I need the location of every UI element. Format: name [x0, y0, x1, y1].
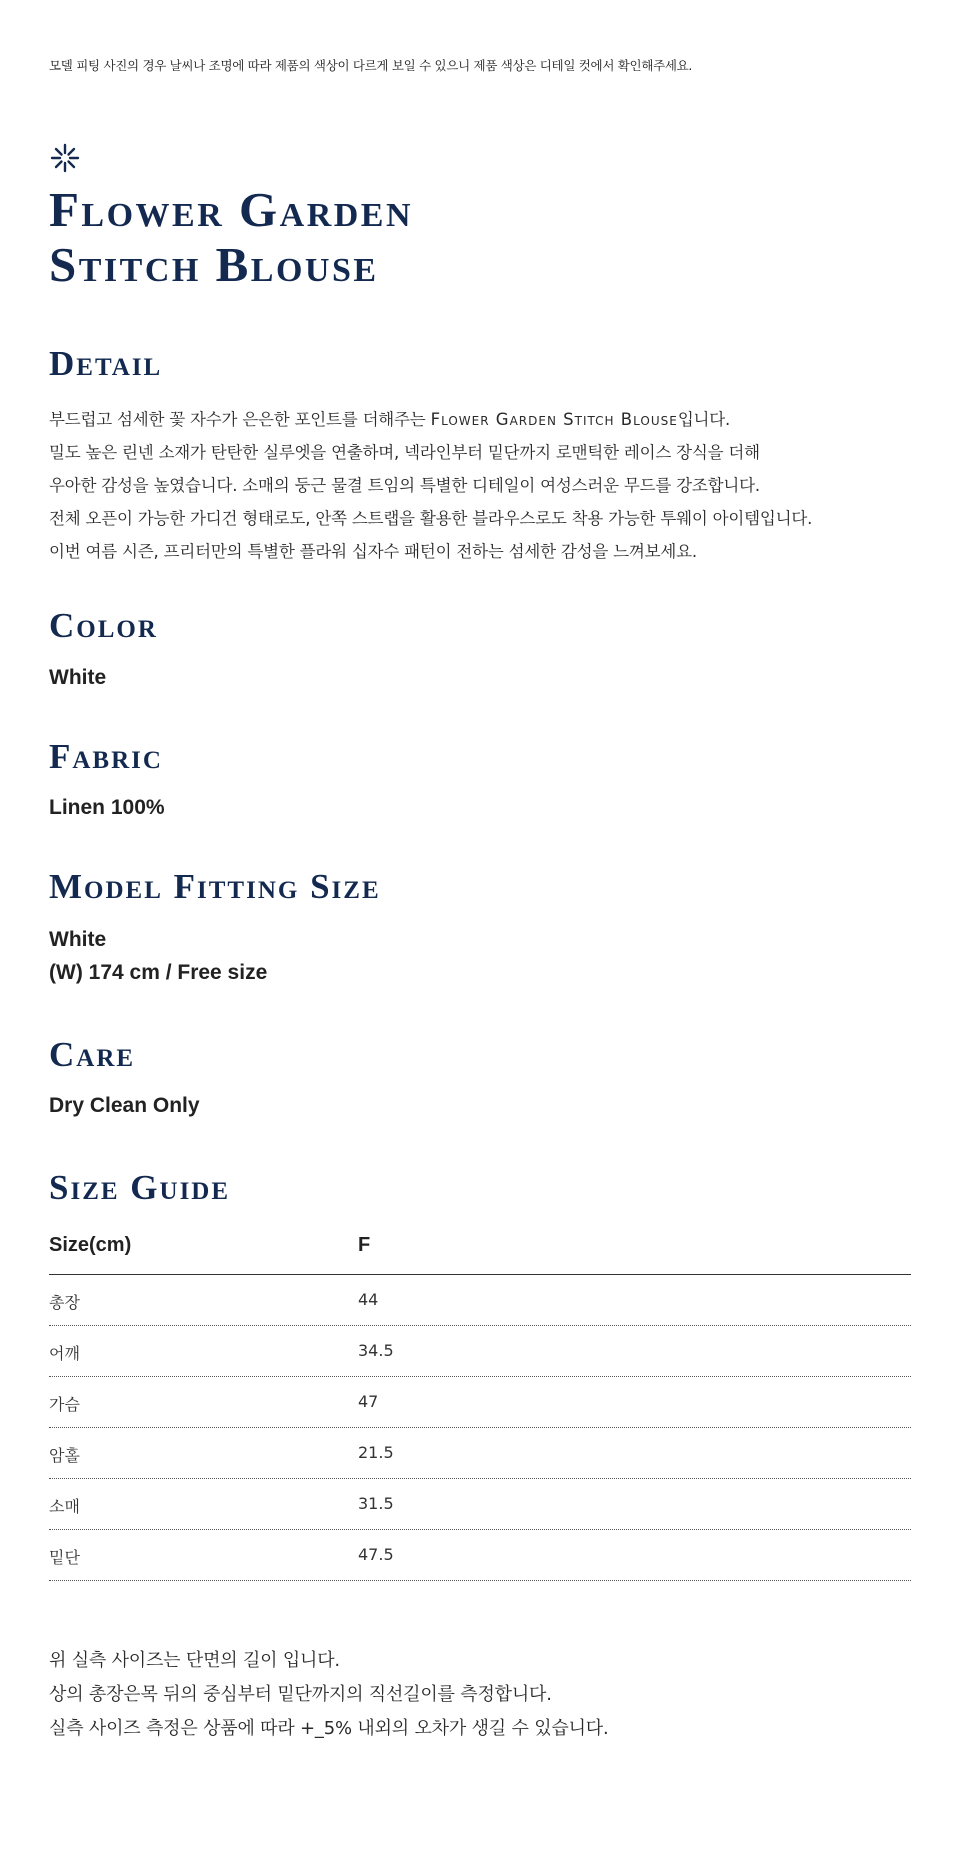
detail-line-5: 이번 여름 시즌, 프리터만의 특별한 플라워 십자수 패턴이 전하는 섬세한 감성을 느껴보세요. [49, 542, 697, 561]
fabric-heading: Fabric [49, 737, 163, 776]
measure-value: 47.5 [358, 1545, 394, 1564]
fabric-value: Linen 100% [49, 796, 165, 819]
detail-heading: Detail [49, 344, 163, 383]
size-header-f: F [358, 1234, 371, 1256]
size-note-2: 상의 총장은목 뒤의 중심부터 밑단까지의 직선길이를 측정합니다. [49, 1684, 552, 1705]
measure-label: 어깨 [49, 1344, 80, 1363]
model-color: White [49, 928, 107, 951]
table-row [49, 1428, 911, 1479]
measure-label: 암홀 [49, 1446, 80, 1465]
measure-value: 21.5 [358, 1443, 394, 1462]
size-note-1: 위 실측 사이즈는 단면의 길이 입니다. [49, 1650, 340, 1671]
detail-product-name: Flower Garden Stitch Blouse [430, 410, 678, 429]
size-table-header [49, 1220, 911, 1275]
model-fitting-heading: Model Fitting Size [49, 867, 381, 906]
detail-line-3: 우아한 감성을 높였습니다. 소매의 둥근 물결 트임의 특별한 디테일이 여성스러운 무드를 강조합니다. [49, 476, 760, 495]
measure-value: 44 [358, 1290, 379, 1309]
color-value: White [49, 666, 107, 689]
model-size: (W) 174 cm / Free size [49, 961, 268, 984]
detail-line-1 [49, 406, 730, 430]
asterisk-star-icon [49, 142, 81, 174]
care-value: Dry Clean Only [49, 1094, 200, 1117]
measure-label: 소매 [49, 1497, 80, 1516]
color-heading: Color [49, 606, 158, 645]
care-heading: Care [49, 1035, 136, 1074]
table-row [49, 1326, 911, 1377]
table-row [49, 1275, 911, 1326]
measure-label: 총장 [49, 1293, 80, 1312]
product-title-line1: Flower Garden [49, 182, 414, 237]
table-row [49, 1479, 911, 1530]
product-title-line2: Stitch Blouse [49, 237, 379, 292]
detail-line-4: 전체 오픈이 가능한 가디건 형태로도, 안쪽 스트랩을 활용한 블라우스로도 착용 가능한 투웨이 아이템입니다. [49, 509, 813, 528]
product-title [49, 182, 413, 292]
table-row [49, 1530, 911, 1581]
measure-label: 가슴 [49, 1395, 80, 1414]
size-header-label: Size(cm) [49, 1234, 132, 1256]
measure-label: 밑단 [49, 1548, 80, 1567]
detail-line-2: 밀도 높은 린넨 소재가 탄탄한 실루엣을 연출하며, 넥라인부터 밑단까지 로맨틱한 레이스 장식을 더해 [49, 443, 760, 462]
detail-line-1-suffix: 입니다. [677, 410, 731, 429]
size-guide-heading: Size Guide [49, 1168, 231, 1207]
color-notice: 모델 피팅 사진의 경우 날씨나 조명에 따라 제품의 색상이 다르게 보일 수 있으니 제품 색상은 디테일 컷에서 확인해주세요. [49, 58, 693, 73]
size-guide-table [49, 1220, 911, 1581]
measure-value: 47 [358, 1392, 379, 1411]
size-note-3: 실측 사이즈 측정은 상품에 따라 +_5% 내외의 오차가 생길 수 있습니다. [49, 1718, 609, 1739]
table-row [49, 1377, 911, 1428]
measure-value: 34.5 [358, 1341, 394, 1360]
detail-line-1-prefix: 부드럽고 섬세한 꽃 자수가 은은한 포인트를 더해주는 [49, 410, 431, 429]
measure-value: 31.5 [358, 1494, 394, 1513]
